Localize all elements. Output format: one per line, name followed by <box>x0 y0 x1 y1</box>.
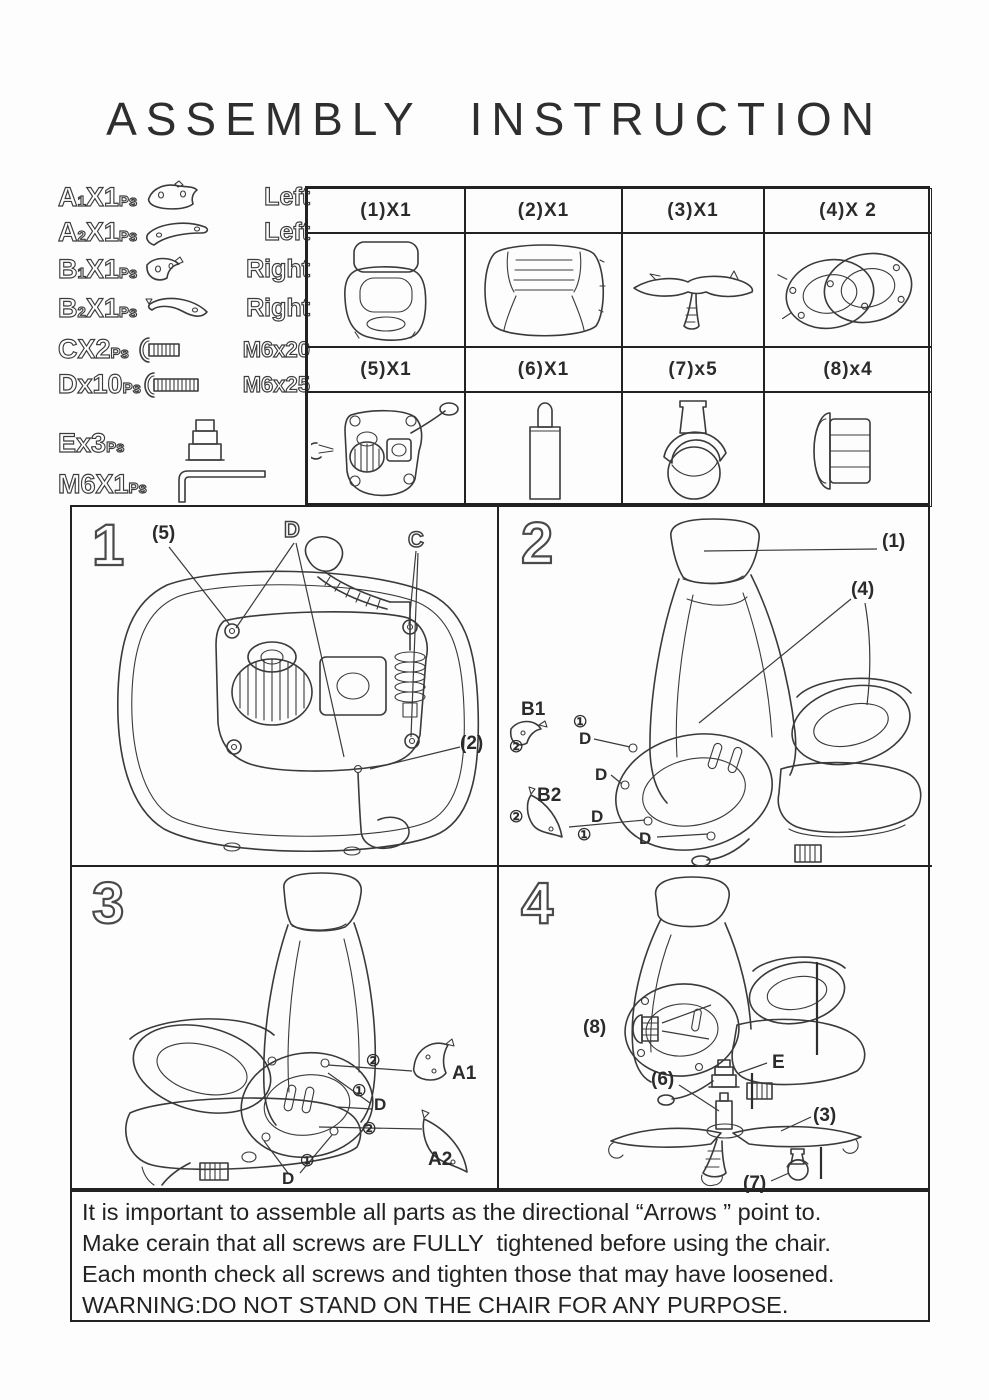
parts-list-item-b1 <box>58 253 310 285</box>
part-code: M6X1Ps <box>58 468 147 499</box>
bracket-a1-icon <box>145 180 201 214</box>
spacer-sleeve-icon <box>182 418 228 468</box>
gas-lift-image <box>465 392 622 507</box>
armrest-pair-image <box>764 233 932 347</box>
callout-screw-c: C <box>408 527 424 552</box>
callout-screw-d: D <box>284 517 300 542</box>
footer-line-2: Make cerain that all screws are FULLY tightened before using the chair. <box>82 1230 831 1256</box>
part-code: A2X1Ps <box>58 217 138 247</box>
callout-b2: B2 <box>537 785 562 806</box>
step-2-panel <box>499 507 932 867</box>
part-note: M6x25 <box>242 371 310 397</box>
part-code: B2X1Ps <box>58 292 138 323</box>
callout-a1: A1 <box>452 1063 477 1084</box>
page-title: ASSEMBLY INSTRUCTION <box>106 93 883 145</box>
parts-list-item-d <box>58 369 310 400</box>
callout-screw-d: D <box>639 829 652 848</box>
callout-b1: B1 <box>521 699 546 720</box>
callout-part8: (8) <box>583 1017 607 1038</box>
parts-list-item-m6 <box>58 464 310 504</box>
end-cap-plug-image <box>764 392 932 507</box>
parts-table <box>305 186 930 505</box>
parts-table-header-7: (7)x5 <box>622 347 764 392</box>
callout-step-one: ① <box>573 714 588 731</box>
footer-line-1: It is important to assemble all parts as the directional “Arrows ” point to. <box>82 1199 822 1225</box>
step-4-drawing <box>499 867 932 1192</box>
callout-part5: (5) <box>152 523 176 544</box>
footer-line-3: Each month check all screws and tighten those that may have loosened. <box>82 1261 835 1287</box>
callout-step-two: ② <box>509 739 524 756</box>
callout-screw-d: D <box>579 729 592 748</box>
parts-list-item-c <box>58 334 310 365</box>
step-number: 2 <box>521 511 554 576</box>
parts-table-header-2: (2)X1 <box>465 188 622 233</box>
callout-step-one: ① <box>300 1153 315 1170</box>
callout-part6: (6) <box>651 1069 675 1090</box>
five-star-base-image <box>622 233 764 347</box>
callout-screw-d: D <box>282 1169 295 1188</box>
parts-table-header-6: (6)X1 <box>465 347 622 392</box>
parts-list-item-a2 <box>58 217 310 248</box>
screw-m6x25-icon <box>143 371 207 399</box>
callout-step-two: ② <box>362 1121 377 1138</box>
step-number: 3 <box>92 871 125 936</box>
callout-part7: (7) <box>743 1173 767 1194</box>
callout-part2: (2) <box>460 733 484 754</box>
callout-step-two: ② <box>509 809 524 826</box>
callout-screw-d: D <box>374 1095 387 1114</box>
step-3-panel <box>72 867 499 1192</box>
part-code: A1X1Ps <box>58 181 138 212</box>
callout-part4: (4) <box>851 579 875 600</box>
callout-spacer-e: E <box>772 1052 785 1073</box>
callout-part3: (3) <box>813 1105 837 1126</box>
step-2-drawing <box>499 507 932 867</box>
callout-step-one: ① <box>577 827 592 844</box>
seat-cushion-image <box>465 233 622 347</box>
parts-table-header-4: (4)X 2 <box>764 188 932 233</box>
callout-screw-d: D <box>591 807 604 826</box>
footer-line-4: WARNING:DO NOT STAND ON THE CHAIR FOR ANY PURPOSE. <box>82 1292 789 1318</box>
part-note: Right <box>246 293 310 322</box>
allen-key-icon <box>173 464 269 504</box>
parts-list-item-e <box>58 418 310 468</box>
step-number: 4 <box>521 871 554 936</box>
screw-m6x20-icon <box>137 336 191 364</box>
assembly-steps <box>70 505 930 1194</box>
callout-part1: (1) <box>882 531 906 552</box>
step-4-panel <box>499 867 932 1192</box>
step-number: 1 <box>92 513 125 578</box>
part-code: B1X1Ps <box>58 253 138 284</box>
part-code: Dx10Ps <box>58 369 141 399</box>
bracket-b2-icon <box>145 292 211 324</box>
part-note: M6x20 <box>242 336 310 362</box>
parts-table-header-5: (5)X1 <box>307 347 465 392</box>
callout-step-one: ① <box>352 1083 367 1100</box>
bracket-b1-icon <box>141 253 187 285</box>
parts-table-header-3: (3)X1 <box>622 188 764 233</box>
step-3-drawing <box>72 867 499 1192</box>
parts-list-item-a1 <box>58 180 310 214</box>
callout-screw-d: D <box>595 765 608 784</box>
parts-list-item-b2 <box>58 292 310 324</box>
step-1-panel <box>72 507 499 867</box>
callout-a2: A2 <box>428 1149 453 1170</box>
caster-image <box>622 392 764 507</box>
parts-table-header-8: (8)x4 <box>764 347 932 392</box>
step-1-drawing <box>72 507 499 867</box>
backrest-image <box>307 233 465 347</box>
part-note: Left <box>264 218 310 246</box>
tilt-mechanism-image <box>307 392 465 507</box>
parts-table-header-1: (1)X1 <box>307 188 465 233</box>
part-code: CX2Ps <box>58 334 129 364</box>
part-code: Ex3Ps <box>58 427 125 458</box>
callout-step-two: ② <box>366 1053 381 1070</box>
part-note: Left <box>264 182 310 211</box>
part-note: Right <box>246 254 310 283</box>
bracket-a2-icon <box>145 218 211 248</box>
footer-warning-box <box>70 1190 930 1322</box>
